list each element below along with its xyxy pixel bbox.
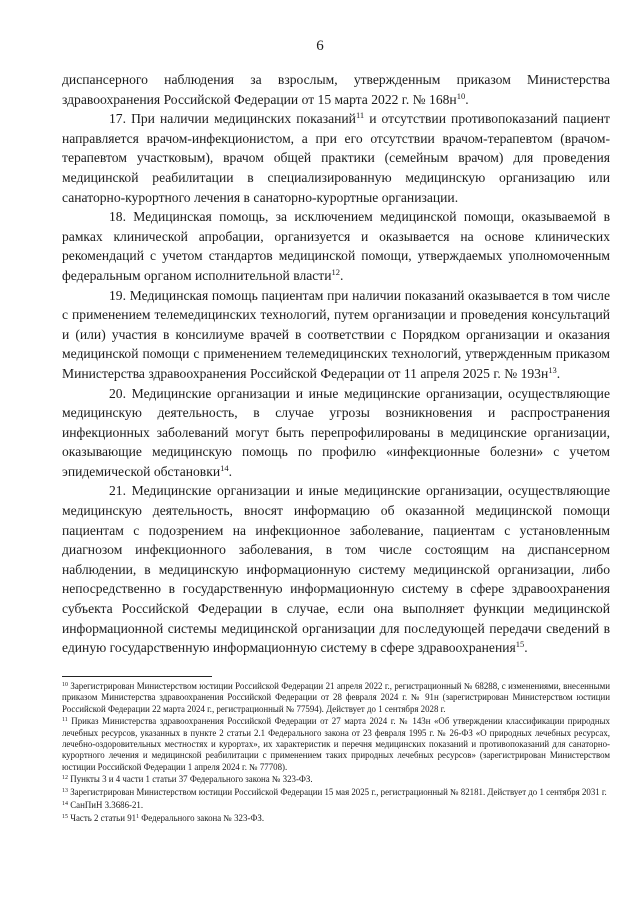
footnote-ref: 10	[456, 90, 466, 101]
paragraph-continued: диспансерного наблюдения за взрослым, утвержденным приказом Министерства здравоохранения Российской Федерации от 15 марта 2022 г. № $168н^{10}$.	[62, 72, 610, 107]
footnote-ref: 11	[355, 110, 365, 121]
paragraph-18: 18. Медицинская помощь, за исключением медицинской помощи, оказываемой в рамках клинической апробации, организуется и оказывается на основе клинических рекомендаций с учетом стандартов медицинской помощи, утверждаемых уполномоченным федеральным органом исполнительной власти$^{12}$.	[62, 209, 610, 283]
footnotes	[62, 681, 610, 826]
paragraph-19: 19. Медицинская помощь пациентам при наличии показаний оказывается в том числе с применением телемедицинских технологий, путем организации и проведения консультаций и (или) участия в консилиуме врачей в соответствии с Порядком организации и оказания медицинской помощи с применением телемедицинских технологий, утвержденным приказом Министерства здравоохранения Российской Федерации от 11 апреля 2025 г. № $193н^{13}$.	[62, 287, 610, 381]
paragraph-21: 21. Медицинские организации и иные медицинские организации, осуществляющие медицинскую деятельность, вносят информацию об оказанной медицинской помощи пациентам с подозрением на инфекционное заболевание, пациентам с установленным диагнозом инфекционного заболевания, в том числе состоящим на диспансерном наблюдении, в медицинскую информационную систему медицинской организации, либо непосредственно в государственную информационную систему в сфере здравоохранения субъекта Российской Федерации в случае, если она выполняет функции медицинской информационной системы медицинской организации для последующей передачи сведений в единую государственную информационную систему в сфере здравоохранения$^{15}$.	[62, 483, 610, 656]
document-body	[62, 70, 610, 658]
footnote-14: $^{14}$ СанПиН 3.3686-21.	[62, 799, 144, 810]
footnote-ref: 15	[515, 639, 525, 650]
footnote-11: $^{11}$ Приказ Министерства здравоохранения Российской Федерации от 27 марта 2024 г. № 143н «Об утверждении классификации природных лечебных ресурсов, указанных в пункте 2 статьи 2.1 Федерального закона от 23 февраля 1995 г. № 26-ФЗ «О природных лечебных ресурсах, лечебно-оздоровительных местностях и курортах», их характеристик и перечня медицинских показаний и противопоказаний для санаторно-курортного лечения и медицинской реабилитации с применением таких природных лечебных ресурсов» (зарегистрирован Министерством юстиции Российской Федерации 1 апреля 2024 г. № 77708).	[62, 716, 610, 772]
footnote-ref: 12	[331, 266, 341, 277]
footnote-divider	[62, 676, 212, 677]
footnote-ref: 14	[220, 462, 229, 473]
page-number: 6	[316, 38, 324, 54]
footnote-12: $^{12}$ Пункты 3 и 4 части 1 статьи 37 Федерального закона № 323-ФЗ.	[62, 774, 313, 785]
paragraph-17: 17. При наличии медицинских показаний$^{11}$ и отсутствии противопоказаний пациент направляется врачом-инфекционистом, а при его отсутствии врачом-терапевтом (врачом-терапевтом участковым), врачом общей практики (семейным врачом) для проведения медицинской реабилитации в специализированную медицинскую организацию или санаторно-курортного лечения в санаторно-курортные организации.	[62, 110, 610, 205]
footnote-13: $^{13}$ Зарегистрирован Министерством юстиции Российской Федерации 15 мая 2025 г., регистрационный № 82181. Действует до 1 сентября 2031 г.	[62, 787, 607, 798]
footnote-15: $^{15}$ Часть 2 статьи $91^1$ Федерального закона № 323-ФЗ.	[62, 812, 265, 823]
paragraph-20: 20. Медицинские организации и иные медицинские организации, осуществляющие медицинскую деятельность, в случае угрозы возникновения и распространения инфекционных заболеваний могут быть перепрофилированы в медицинские организации, оказывающие медицинскую помощь по профилю «инфекционные болезни» с учетом эпидемической обстановки$^{14}$.	[62, 385, 610, 479]
footnote-ref: 13	[548, 364, 557, 375]
footnote-10: $^{10}$ Зарегистрирован Министерством юстиции Российской Федерации 21 апреля 2022 г., регистрационный № 68288, с изменениями, внесенными приказом Министерства здравоохранения Российской Федерации от 28 февраля 2024 г. № 91н (зарегистрирован Министерством юстиции Российской Федерации 22 марта 2024 г., регистрационный № 77594). Действует до 1 сентября 2028 г.	[62, 681, 610, 714]
